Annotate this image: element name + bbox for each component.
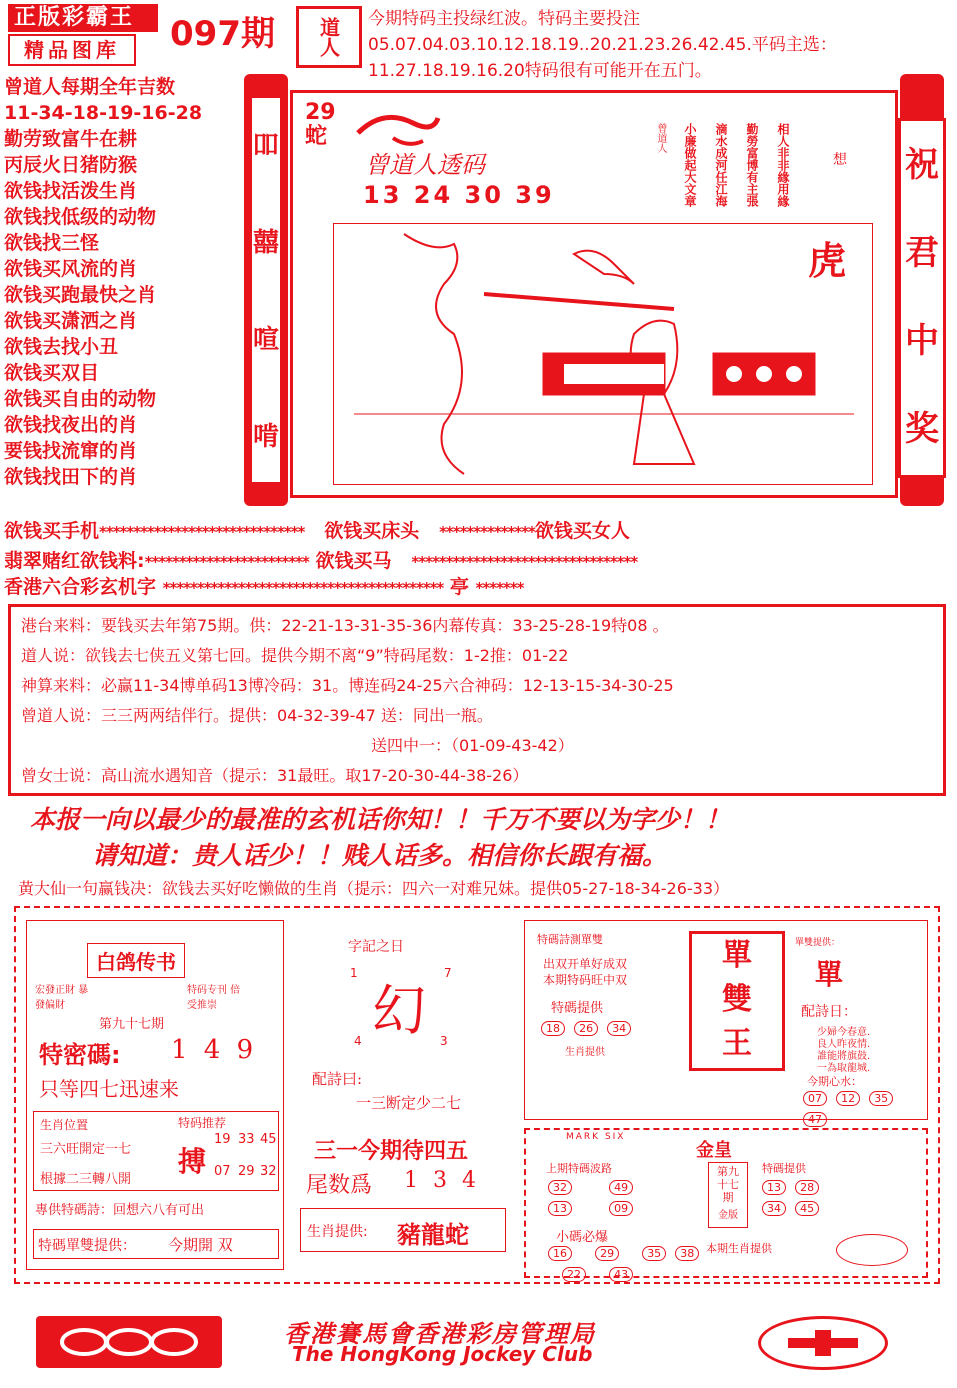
- star-line-b: 欲钱买马: [315, 550, 392, 572]
- mid-poem: 一三断定少二七: [356, 1094, 462, 1112]
- scroll-tiger: 虎: [807, 239, 846, 283]
- rt-heart-num: 47: [803, 1112, 827, 1127]
- rb-tema-num: 28: [795, 1180, 819, 1195]
- panel-left-table: [33, 1111, 279, 1191]
- chain-logo-icon: [54, 1322, 204, 1362]
- rb-small-num: 43: [609, 1267, 633, 1282]
- header-logo: [8, 4, 158, 64]
- left-list: [4, 74, 240, 490]
- panel-left-sub-left: 宏發正財 暴發偏財: [35, 985, 89, 1011]
- info-row: 道人说：欲钱去七侠五义第七回。提供今期不离“9”特码尾数：1-2推：01-22: [21, 646, 569, 665]
- rb-tema-num: 45: [795, 1201, 819, 1216]
- rb-center: [708, 1162, 748, 1228]
- slogan-line-2: 请知道：贵人话少！！贱人话多。相信你长跟有福。: [92, 841, 668, 870]
- info-row: 港台来料：要钱买去年第75期。供：22-21-13-31-35-36内幕传真：33-25-28-19特08 。: [21, 616, 669, 635]
- rt-big2: 雙: [722, 982, 752, 1017]
- rb-small-num: 16: [548, 1246, 572, 1261]
- panel-left: [26, 920, 284, 1270]
- rb-small-num: 22: [562, 1267, 586, 1282]
- scroll-right-char: 中: [905, 321, 939, 361]
- mid-zodiac-box: [300, 1208, 506, 1252]
- left-list-item: 欲钱找夜出的肖: [4, 414, 138, 436]
- scroll-left-char: 喧: [252, 325, 279, 355]
- rt-heart-nums: [801, 1087, 927, 1129]
- left-list-item: 要钱找流窜的肖: [4, 440, 138, 462]
- star-line-2: [4, 548, 637, 575]
- mid-title: 字記之日: [348, 939, 404, 955]
- scroll-poem: [653, 123, 792, 207]
- rb-center-label: 金版: [718, 1210, 738, 1221]
- huang-line: 黄大仙一句赢钱决：欲钱去买好吃懒做的生肖（提示：四六一对难兄妹。提供05-27-18-34-26-33）: [18, 879, 730, 898]
- rec-num: 29: [238, 1164, 255, 1179]
- scroll-left-char: 囍: [252, 228, 279, 258]
- mid-char: 幻: [372, 979, 426, 1042]
- single-value: 今期開 双: [168, 1236, 233, 1254]
- rt-heart-num: 07: [803, 1091, 827, 1106]
- rb-wave-num: 32: [548, 1180, 572, 1195]
- mid-red-line: 三一今期待四五: [314, 1139, 469, 1164]
- poem-col: 勤勞富博有主張: [745, 123, 759, 207]
- info-row: 送四中一：（01-09-43-42）: [371, 736, 574, 755]
- panel-left-exclusive: 專供特碼詩：回想六八有可出: [35, 1203, 205, 1218]
- scroll-left-panel: [250, 96, 282, 484]
- footer-cn: 香港賽馬會香港彩房管理局: [284, 1319, 596, 1348]
- logo-top: 正版彩霸王: [8, 4, 158, 32]
- rt-heart-num: 35: [869, 1091, 893, 1106]
- left-list-item: 欲钱找三怪: [4, 232, 100, 254]
- rt-nums: [539, 1017, 633, 1038]
- panel-left-title: 白鸽传书: [87, 943, 185, 978]
- rt-big3: 王: [722, 1026, 752, 1061]
- rb-small-num: 29: [595, 1246, 619, 1261]
- poem-col: 小廉做起大文章: [683, 123, 697, 207]
- rt-heart: 今期心水：: [807, 1075, 862, 1088]
- mid-tail-label: 尾数爲: [306, 1173, 373, 1198]
- scroll-right-char: 奖: [905, 409, 939, 449]
- header-stamp: [296, 6, 362, 68]
- panel-mid: [294, 920, 512, 1270]
- rec-num: 07: [214, 1164, 231, 1179]
- info-row: 神算来料：必赢11-34博单码13博冷码：31。博连码24-25六合神码：12-13-15-34-30-25: [21, 676, 674, 695]
- scroll-left-char: 啃: [252, 422, 279, 452]
- rt-num: 26: [574, 1021, 598, 1036]
- star-line-stars: *****************************************: [162, 579, 444, 597]
- star-line-stars: *******: [475, 579, 524, 597]
- mid-zodiac-value: 豬龍蛇: [397, 1221, 469, 1249]
- rt-num: 34: [607, 1021, 631, 1036]
- stamp-text: 道人: [316, 17, 341, 57]
- panel-left-tema-value: 1 4 9: [171, 1035, 258, 1065]
- pos-line-1: 三六旺開定一七: [40, 1142, 132, 1157]
- panel-left-sub-right: 特码专刊 倍受推崇: [187, 985, 241, 1011]
- rb-wave-num: 49: [609, 1180, 633, 1195]
- rt-poem-2: 良人昨夜情.: [817, 1039, 871, 1050]
- star-line-stars: ************************: [144, 553, 309, 571]
- info-row: 曾女士说：高山流水遇知音（提示：31最旺。取17-20-30-44-38-26）: [21, 766, 529, 785]
- poem-col: 滴水成河任江海: [714, 123, 728, 207]
- rec-label: 特码推荐: [178, 1116, 227, 1130]
- left-list-item: 欲钱找低级的动物: [4, 206, 157, 228]
- panel-left-single: [33, 1229, 279, 1259]
- left-list-item: 丙辰火日猪防猴: [4, 154, 138, 176]
- rb-zodiac-line: 本期生肖提供: [706, 1242, 772, 1255]
- issue-number: 097期: [170, 14, 275, 54]
- rb-tema-nums: [760, 1176, 840, 1218]
- star-line-stars: ******************************: [99, 523, 305, 541]
- left-list-title: 曾道人每期全年吉数: [4, 76, 176, 98]
- rb-small-nums: [546, 1242, 716, 1284]
- rec-num: 32: [260, 1164, 277, 1179]
- rb-tema: 特碼提供: [762, 1162, 806, 1175]
- rt-num: 18: [541, 1021, 565, 1036]
- star-line-stars: *********************************: [411, 553, 638, 571]
- scroll-title: 曾道人透码: [365, 151, 485, 179]
- poem-col: 相人非非緣用緣: [776, 123, 790, 207]
- rec-num: 33: [238, 1132, 255, 1147]
- rt-line2: 本期特码旺中双: [543, 973, 628, 987]
- mid-n1: 1: [350, 966, 358, 980]
- rt-line1: 出双开单好成双: [543, 957, 628, 971]
- rt-poem-3: 誰能將旗鼓.: [817, 1051, 871, 1062]
- panel-left-issue: 第九十七期: [99, 1017, 165, 1032]
- logo-bottom: 精品图库: [8, 34, 136, 66]
- star-line-b: 欲钱买床头: [324, 520, 420, 542]
- poem-col: 曾道人: [655, 123, 666, 153]
- footer-right-emblem: [758, 1316, 888, 1370]
- rt-poem-1: 少婦今春意.: [817, 1027, 871, 1038]
- left-list-item: 勤劳致富牛在耕: [4, 128, 138, 150]
- scroll-numbers: 13 24 30 39: [363, 181, 555, 209]
- rb-wave-num: 13: [548, 1201, 572, 1216]
- bo-char: 搏: [178, 1145, 207, 1178]
- left-list-numbers: 11-34-18-19-16-28: [4, 102, 203, 124]
- rec-num: 45: [260, 1132, 277, 1147]
- mid-n3: 3: [440, 1034, 448, 1048]
- rb-small: 小碼必爆: [556, 1230, 609, 1245]
- panel-left-tema-label: 特密碼:: [39, 1041, 121, 1069]
- star-line-3: [4, 574, 523, 601]
- scroll-right-char: 祝: [905, 145, 939, 185]
- rt-big-box: [689, 931, 785, 1071]
- footer-en: The HongKong Jockey Club: [292, 1342, 593, 1366]
- info-box: [8, 604, 946, 796]
- panel-right-top: [524, 920, 928, 1126]
- rb-wave: 上期特碼波路: [546, 1162, 612, 1175]
- rt-poem-label: 配詩日：: [801, 1004, 857, 1020]
- star-line-a: 翡翠赌红欲钱料:: [4, 550, 145, 572]
- scroll-right-char: 君: [905, 233, 939, 273]
- scroll-xiang: 想: [833, 152, 847, 168]
- rb-tema-num: 13: [762, 1180, 786, 1195]
- mid-n4: 4: [354, 1034, 362, 1048]
- rt-char: 單: [815, 958, 844, 991]
- left-list-item: 欲钱买跑最快之肖: [4, 284, 157, 306]
- star-line-1: [4, 518, 630, 545]
- single-label: 特碼單雙提供：: [38, 1238, 136, 1254]
- slogan-line-1: 本报一向以最少的最准的玄机话你知！！千万不要以为字少！！: [30, 805, 731, 834]
- rt-label: 單雙提供：: [795, 938, 841, 948]
- left-list-item: 欲钱去找小丑: [4, 336, 119, 358]
- mid-n7: 7: [444, 966, 452, 980]
- rb-tema-num: 34: [762, 1201, 786, 1216]
- header-notice: 今期特码主投绿红波。特码主要投注05.07.04.03.10.12.18.19..20.21.23.26.42.45.平码主选：11.27.18.19.16.20特码很有可能开在五门。: [368, 9, 837, 81]
- rt-heart-num: 12: [836, 1091, 860, 1106]
- rb-mark-top: MARK SIX: [566, 1132, 626, 1142]
- star-line-stars: **************: [439, 523, 535, 541]
- rb-emblem: [836, 1234, 908, 1266]
- rt-provide: 特碼提供: [551, 1001, 604, 1016]
- pos-line-2: 根據二三轉八開: [40, 1172, 132, 1187]
- rb-wave-num: 09: [609, 1201, 633, 1216]
- left-list-item: 欲钱买自由的动物: [4, 388, 157, 410]
- star-line-a: 香港六合彩玄机字: [4, 576, 157, 598]
- pos-label: 生肖位置: [40, 1118, 89, 1132]
- left-list-item: 欲钱买潇洒之肖: [4, 310, 138, 332]
- scroll-picture: [333, 223, 873, 485]
- scroll-badge: 29蛇: [305, 100, 336, 149]
- lady-bird-illustration: [334, 224, 870, 482]
- rec-num: 19: [214, 1132, 231, 1147]
- rt-title: 特碼詩測單雙: [537, 933, 603, 946]
- mid-poem-label: 配詩曰:: [312, 1070, 363, 1088]
- rt-zodiac: 生肖提供: [565, 1047, 605, 1058]
- panel-right-bottom: [524, 1128, 928, 1281]
- left-list-item: 欲钱找田下的肖: [4, 466, 138, 488]
- mid-tail-value: 1 3 4: [404, 1168, 480, 1193]
- rb-wave-nums: [546, 1176, 656, 1218]
- scroll-right-panel: [898, 118, 946, 478]
- rb-small-num: 38: [675, 1246, 699, 1261]
- rb-center-issue: 第九十七期: [717, 1165, 739, 1204]
- rb-title: 金皇: [696, 1140, 732, 1161]
- scroll-left-char: 吅: [252, 131, 279, 161]
- info-row: 曾道人说：三三两两结伴行。提供：04-32-39-47 送：同出一瓶。: [21, 706, 493, 725]
- left-list-item: 欲钱找活泼生肖: [4, 180, 138, 202]
- panel-left-slogan: 只等四七迅速来: [39, 1077, 179, 1101]
- left-list-item: 欲钱买风流的肖: [4, 258, 138, 280]
- mid-zodiac-label: 生肖提供:: [307, 1224, 368, 1240]
- rt-poem-4: 一為取龍城.: [817, 1063, 871, 1074]
- rb-small-num: 35: [642, 1246, 666, 1261]
- footer-left-logo: [36, 1316, 222, 1368]
- star-line-c: 欲钱买女人: [534, 520, 630, 542]
- jockey-emblem-icon: [783, 1328, 863, 1358]
- scroll-body: [290, 90, 898, 498]
- star-line-a: 欲钱买手机: [4, 520, 100, 542]
- star-line-b: 亭: [449, 576, 469, 598]
- rt-big1: 單: [722, 938, 752, 973]
- left-list-item: 欲钱买双目: [4, 362, 100, 384]
